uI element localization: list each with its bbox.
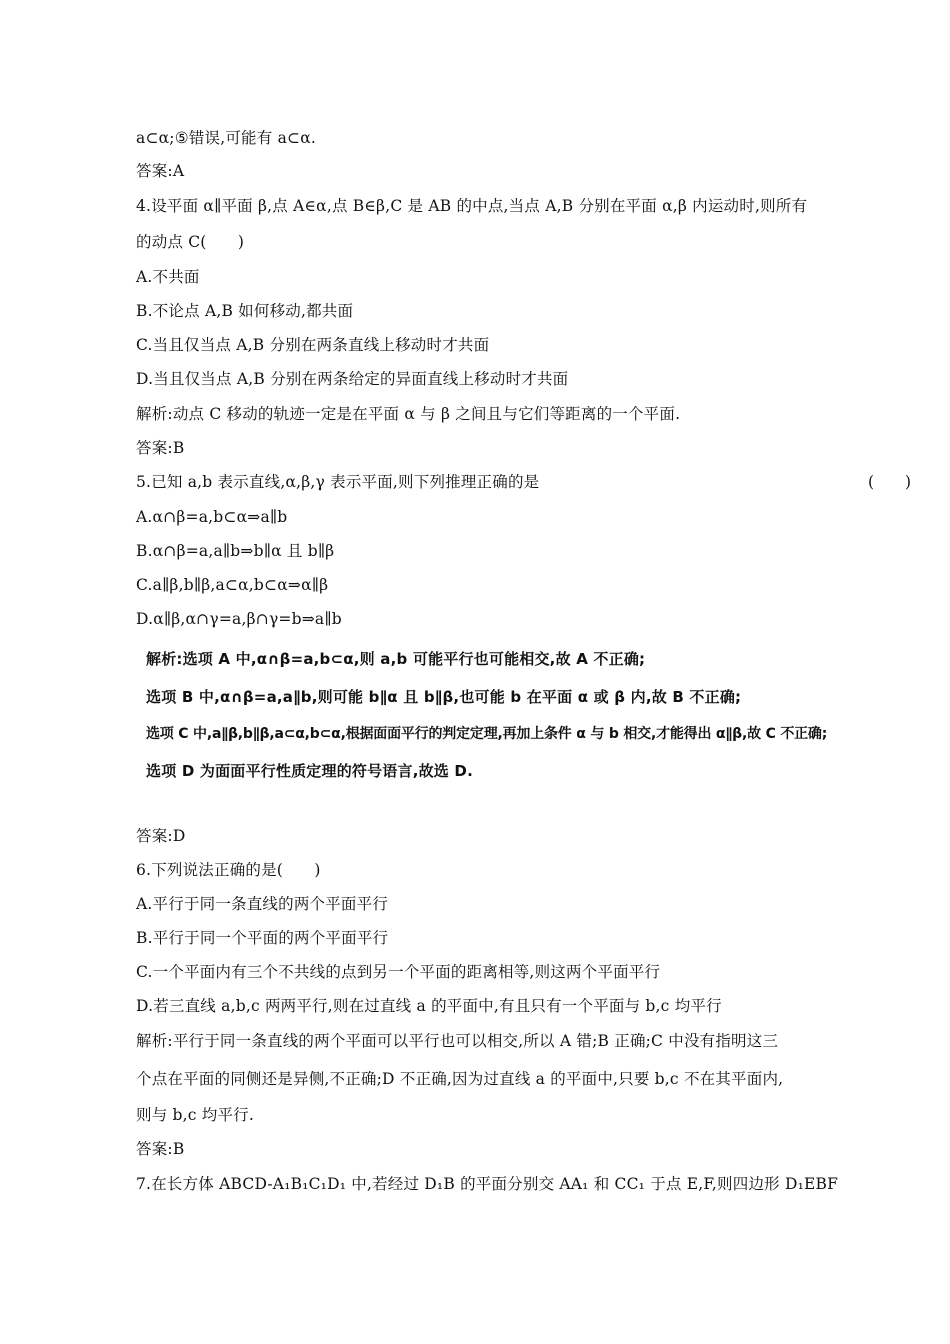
- option-a: A.不共面: [136, 268, 200, 286]
- answer-line: 答案:D: [136, 827, 186, 845]
- question-5: 5.已知 a,b 表示直线,α,β,γ 表示平面,则下列推理正确的是: [136, 473, 540, 491]
- analysis-line: 解析:平行于同一条直线的两个平面可以平行也可以相交,所以 A 错;B 正确;C 中没有指明这三: [136, 1032, 779, 1050]
- text-line: a⊂α;⑤错误,可能有 a⊂α.: [136, 129, 316, 147]
- analysis-line: 个点在平面的同侧还是异侧,不正确;D 不正确,因为过直线 a 的平面中,只要 b,c 不在其平面内,: [136, 1070, 784, 1088]
- question-7: 7.在长方体 ABCD-A₁B₁C₁D₁ 中,若经过 D₁B 的平面分别交 AA₁ 和 CC₁ 于点 E,F,则四边形 D₁EBF: [136, 1175, 839, 1193]
- analysis-line: 解析:选项 A 中,α∩β=a,b⊂α,则 a,b 可能平行也可能相交,故 A 不正确;: [146, 650, 646, 668]
- option-b: B.α∩β=a,a∥b⇒b∥α 且 b∥β: [136, 542, 335, 560]
- option-d: D.若三直线 a,b,c 两两平行,则在过直线 a 的平面中,有且只有一个平面与 b,c 均平行: [136, 997, 722, 1015]
- question-4: 4.设平面 α∥平面 β,点 A∈α,点 B∈β,C 是 AB 的中点,当点 A,B 分别在平面 α,β 内运动时,则所有: [136, 197, 808, 215]
- answer-line: 答案:B: [136, 439, 185, 457]
- analysis-line: 选项 B 中,α∩β=a,a∥b,则可能 b∥α 且 b∥β,也可能 b 在平面 α 或 β 内,故 B 不正确;: [146, 688, 742, 706]
- option-c: C.a∥β,b∥β,a⊂α,b⊂α⇒α∥β: [136, 576, 329, 594]
- answer-line: 答案:B: [136, 1140, 185, 1158]
- option-d: D.α∥β,α∩γ=a,β∩γ=b⇒a∥b: [136, 610, 342, 628]
- option-a: A.平行于同一条直线的两个平面平行: [136, 895, 389, 913]
- question-6: 6.下列说法正确的是( ): [136, 861, 321, 879]
- option-c: C.当且仅当点 A,B 分别在两条直线上移动时才共面: [136, 336, 490, 354]
- option-a: A.α∩β=a,b⊂α⇒a∥b: [136, 508, 288, 526]
- option-d: D.当且仅当点 A,B 分别在两条给定的异面直线上移动时才共面: [136, 370, 569, 388]
- answer-paren: ( ): [868, 473, 912, 491]
- option-b: B.不论点 A,B 如何移动,都共面: [136, 302, 354, 320]
- analysis-line: 则与 b,c 均平行.: [136, 1106, 255, 1124]
- analysis-line: 解析:动点 C 移动的轨迹一定是在平面 α 与 β 之间且与它们等距离的一个平面.: [136, 405, 681, 423]
- answer-line: 答案:A: [136, 162, 185, 180]
- text-line: 的动点 C( ): [136, 233, 245, 251]
- analysis-line: 选项 C 中,a∥β,b∥β,a⊂α,b⊂α,根据面面平行的判定定理,再加上条件 α 与 b 相交,才能得出 α∥β,故 C 不正确;: [146, 726, 828, 742]
- analysis-line: 选项 D 为面面平行性质定理的符号语言,故选 D.: [146, 762, 473, 780]
- option-c: C.一个平面内有三个不共线的点到另一个平面的距离相等,则这两个平面平行: [136, 963, 661, 981]
- option-b: B.平行于同一个平面的两个平面平行: [136, 929, 389, 947]
